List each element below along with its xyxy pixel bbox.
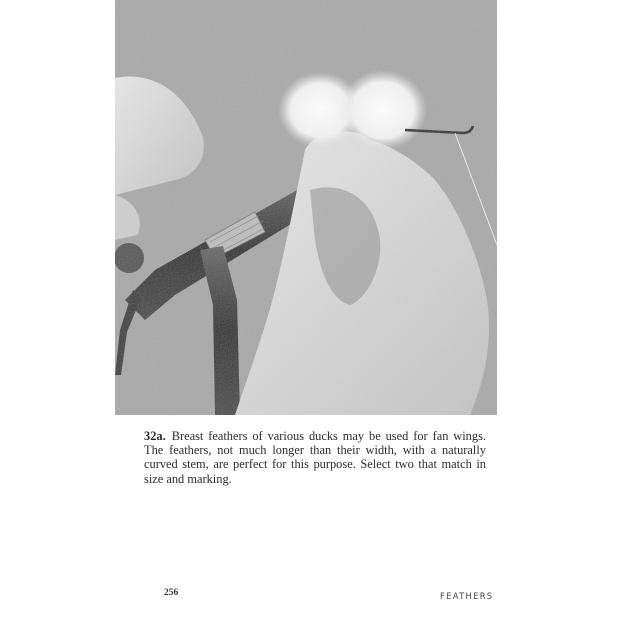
figure-caption	[144, 429, 486, 486]
figure-label: 32a.	[144, 429, 166, 443]
photo-illustration	[115, 0, 497, 415]
photograph-fly-tying-feathers	[115, 0, 497, 415]
running-head: FEATHERS	[440, 591, 494, 601]
page-number: 256	[164, 588, 179, 598]
caption-text: Breast feathers of various ducks may be used for fan wings. The feathers, not much longer than their width, with a naturally curved stem, are perfect for this purpose. Select two that match in size and marking.	[144, 429, 486, 486]
